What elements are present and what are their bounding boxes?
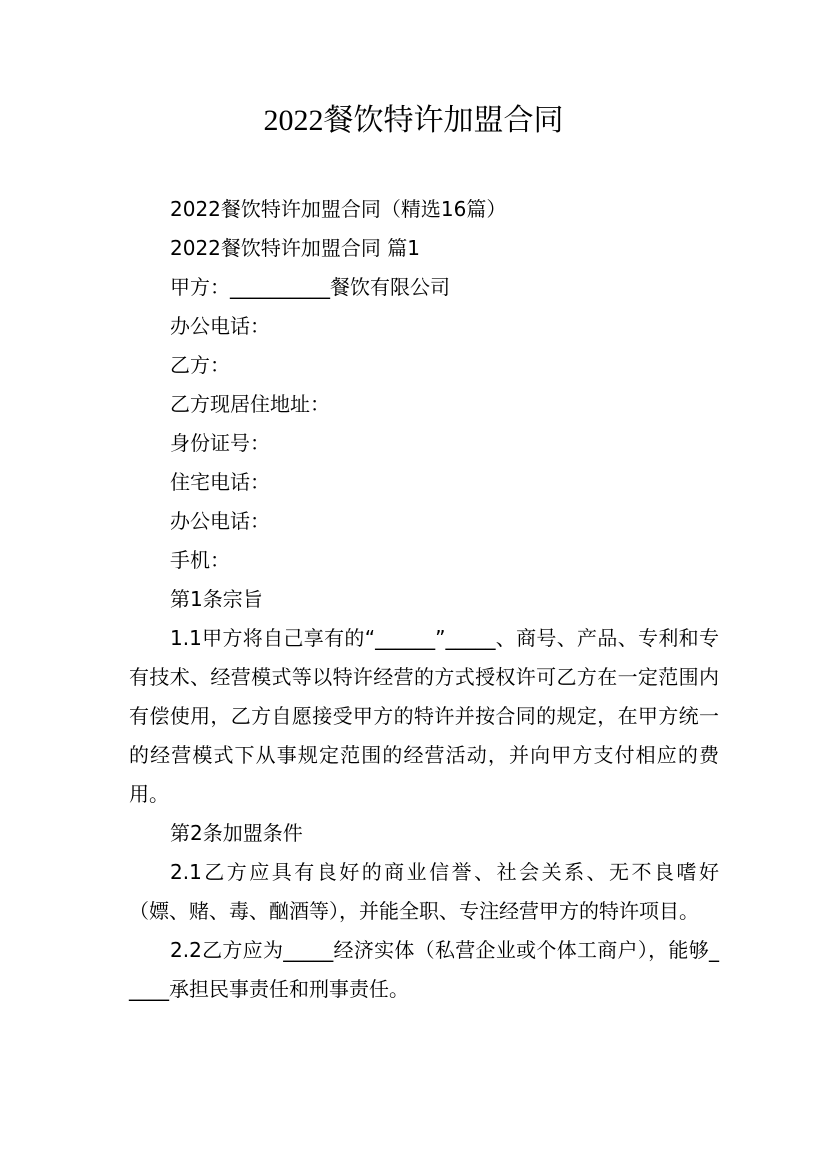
party-b-address-line: 乙方现居住地址： [170, 392, 330, 416]
section-heading-paragraph: 2022餐饮特许加盟合同 篇1 [170, 236, 420, 260]
party-a-phone-line: 办公电话： [170, 314, 270, 338]
clause-2-2: 2.2乙方应为_____经济实体（私营企业或个体工商户），能够_____承担民事责任和刑事责任。 [129, 938, 719, 1001]
article-2-heading: 第2条加盟条件 [170, 821, 303, 845]
document-title: 2022餐饮特许加盟合同 [263, 104, 564, 137]
party-a-line: 甲方：__________餐饮有限公司 [170, 275, 450, 299]
article-1-heading: 第1条宗旨 [170, 587, 263, 611]
party-b-line: 乙方： [170, 353, 230, 377]
clause-2-1: 2.1乙方应具有良好的商业信誉、社会关系、无不良嗜好（嫖、赌、毒、酗酒等），并能全职、专注经营甲方的特许项目。 [129, 860, 719, 923]
id-number-line: 身份证号： [170, 431, 270, 455]
mobile-line: 手机： [170, 548, 230, 572]
party-b-phone-line: 办公电话： [170, 509, 270, 533]
clause-1-1: 1.1甲方将自己享有的“______”_____、商号、产品、专利和专有技术、经营模式等以特许经营的方式授权许可乙方在一定范围内有偿使用，乙方自愿接受甲方的特许并按合同的规定，在甲方统一的经营模式下从事规定范围的经营活动，并向甲方支付相应的费用。 [129, 626, 719, 806]
home-phone-line: 住宅电话： [170, 470, 270, 494]
document-body [129, 190, 719, 1009]
subtitle-paragraph: 2022餐饮特许加盟合同（精选16篇） [170, 197, 507, 221]
